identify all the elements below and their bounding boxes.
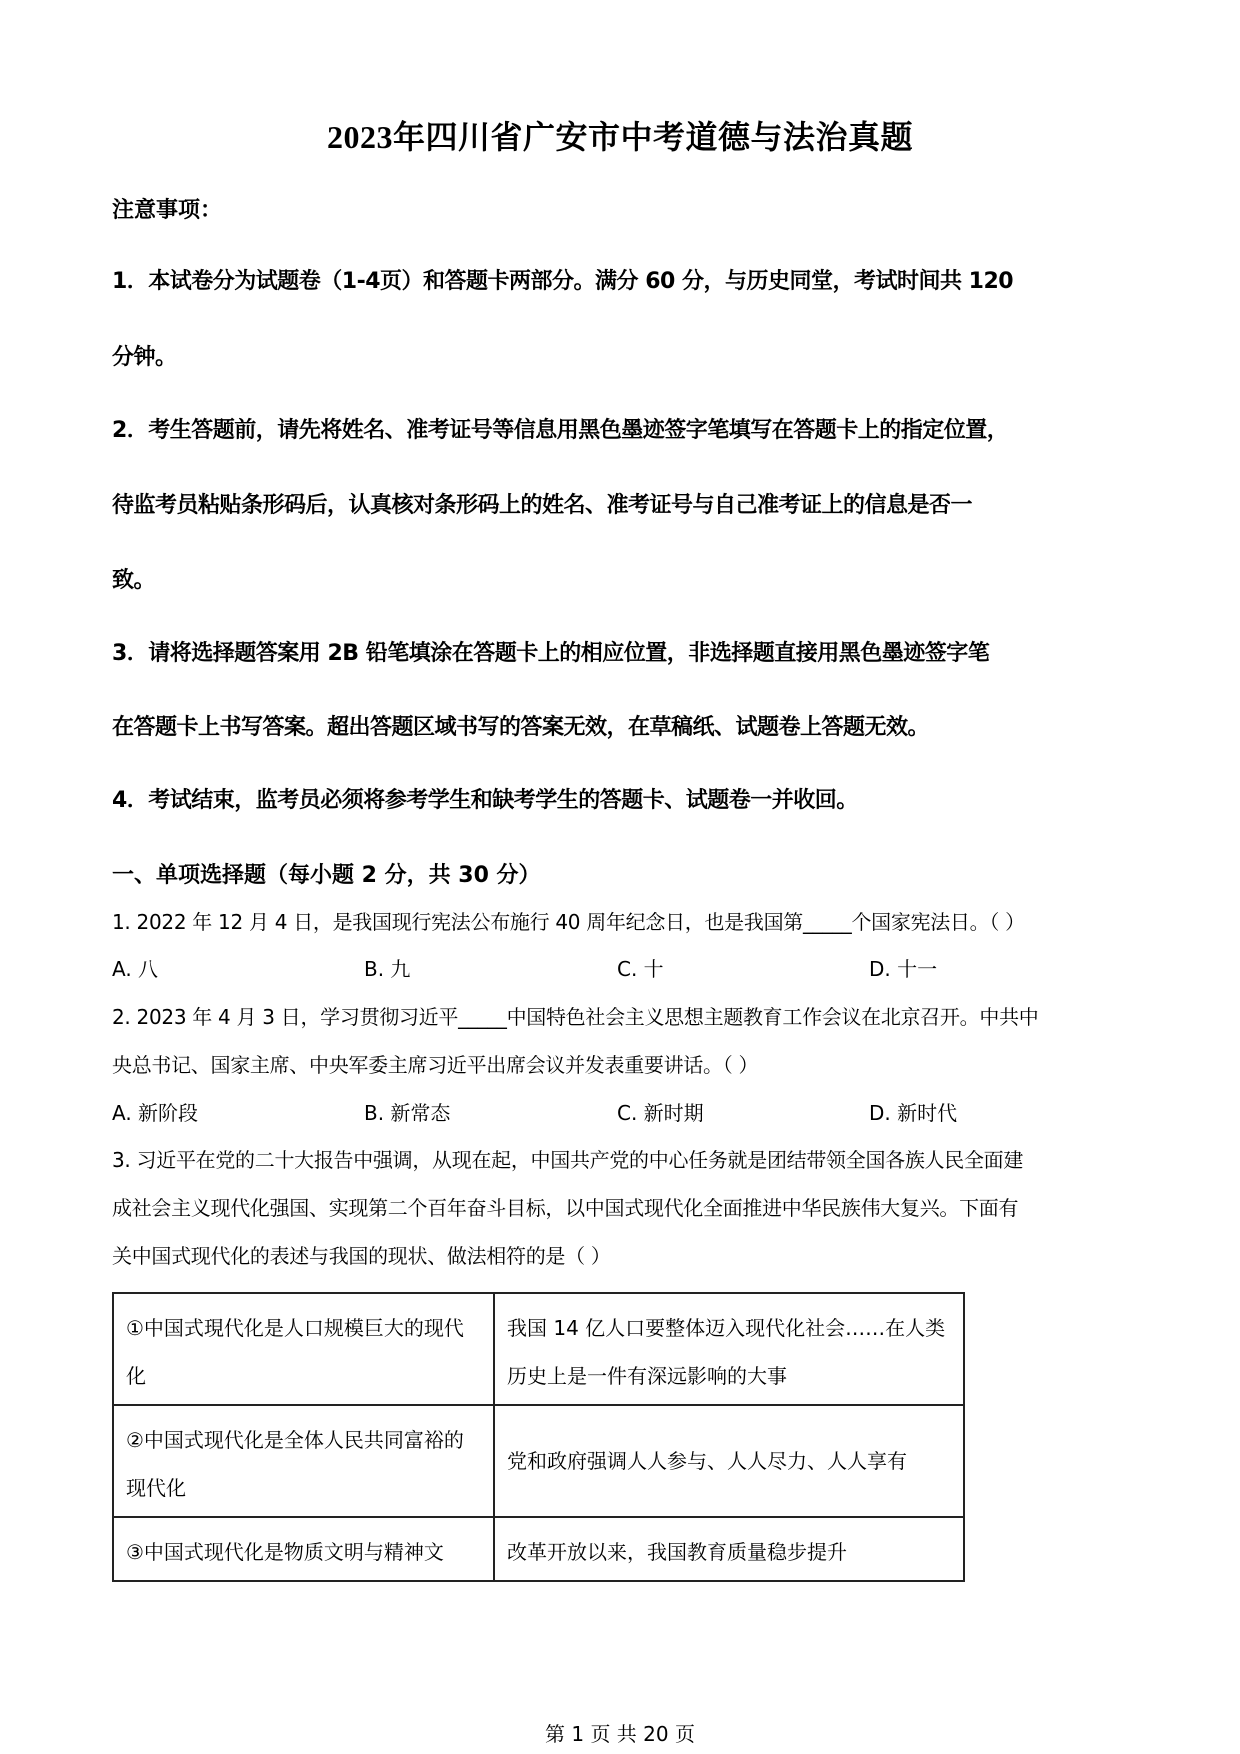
page-title: 2023年四川省广安市中考道德与法治真题 [326, 119, 913, 155]
notice-line: 2．考生答题前，请先将姓名、准考证号等信息用黑色墨迹签字笔填写在答题卡上的指定位置， [112, 418, 1009, 443]
notice-line: 分钟。 [112, 345, 177, 370]
table-cell: ②中国式现代化是全体人民共同富裕的现代化 [113, 1405, 494, 1517]
question-1-option-d: D. 十一 [869, 957, 938, 981]
table-cell: 我国 14 亿人口要整体迈入现代化社会……在人类历史上是一件有深远影响的大事 [494, 1293, 964, 1405]
question-3-table [112, 1292, 965, 1582]
notice-line: 4．考试结束，监考员必须将参考学生和缺考学生的答题卡、试题卷一并收回。 [112, 788, 858, 813]
question-3-text: 关中国式现代化的表述与我国的现状、做法相符的是（ ） [112, 1244, 611, 1268]
question-1-option-a: A. 八 [112, 957, 159, 981]
question-3-text: 3. 习近平在党的二十大报告中强调，从现在起，中国共产党的中心任务就是团结带领全国各族人民全面建 [112, 1148, 1024, 1172]
table-row [113, 1517, 964, 1581]
table-cell: ③中国式现代化是物质文明与精神文 [113, 1517, 494, 1581]
page-footer: 第 1 页 共 20 页 [545, 1722, 695, 1746]
question-2-option-c: C. 新时期 [617, 1101, 704, 1125]
question-2-text: 2. 2023 年 4 月 3 日，学习贯彻习近平_____中国特色社会主义思想主题教育工作会议在北京召开。中共中 [112, 1005, 1039, 1029]
notice-line: 致。 [112, 568, 156, 593]
table-row [113, 1293, 964, 1405]
notice-heading: 注意事项： [112, 198, 223, 223]
table-row [113, 1405, 964, 1517]
section-heading: 一、单项选择题（每小题 2 分，共 30 分） [112, 863, 541, 888]
notice-line: 1．本试卷分为试题卷（1-4页）和答题卡两部分。满分 60 分，与历史同堂，考试时间共 120 [112, 269, 1014, 294]
notice-line: 待监考员粘贴条形码后，认真核对条形码上的姓名、准考证号与自己准考证上的信息是否一 [112, 493, 973, 518]
question-2-option-b: B. 新常态 [364, 1101, 451, 1125]
notice-line: 在答题卡上书写答案。超出答题区域书写的答案无效，在草稿纸、试题卷上答题无效。 [112, 715, 930, 740]
question-2-option-a: A. 新阶段 [112, 1101, 199, 1125]
question-1-option-b: B. 九 [364, 957, 411, 981]
question-2-option-d: D. 新时代 [869, 1101, 958, 1125]
table-cell: 改革开放以来，我国教育质量稳步提升 [494, 1517, 964, 1581]
question-2-text: 央总书记、国家主席、中央军委主席习近平出席会议并发表重要讲话。（ ） [112, 1053, 759, 1077]
question-3-text: 成社会主义现代化强国、实现第二个百年奋斗目标，以中国式现代化全面推进中华民族伟大复兴。下面有 [112, 1196, 1019, 1220]
table-cell: 党和政府强调人人参与、人人尽力、人人享有 [494, 1405, 964, 1517]
question-1-text: 1. 2022 年 12 月 4 日，是我国现行宪法公布施行 40 周年纪念日，也是我国第_____个国家宪法日。（ ） [112, 910, 1025, 934]
question-1-option-c: C. 十 [617, 957, 664, 981]
notice-line: 3．请将选择题答案用 2B 铅笔填涂在答题卡上的相应位置，非选择题直接用黑色墨迹签字笔 [112, 641, 990, 666]
table-cell: ①中国式現代化是人口规模巨大的现代化 [113, 1293, 494, 1405]
